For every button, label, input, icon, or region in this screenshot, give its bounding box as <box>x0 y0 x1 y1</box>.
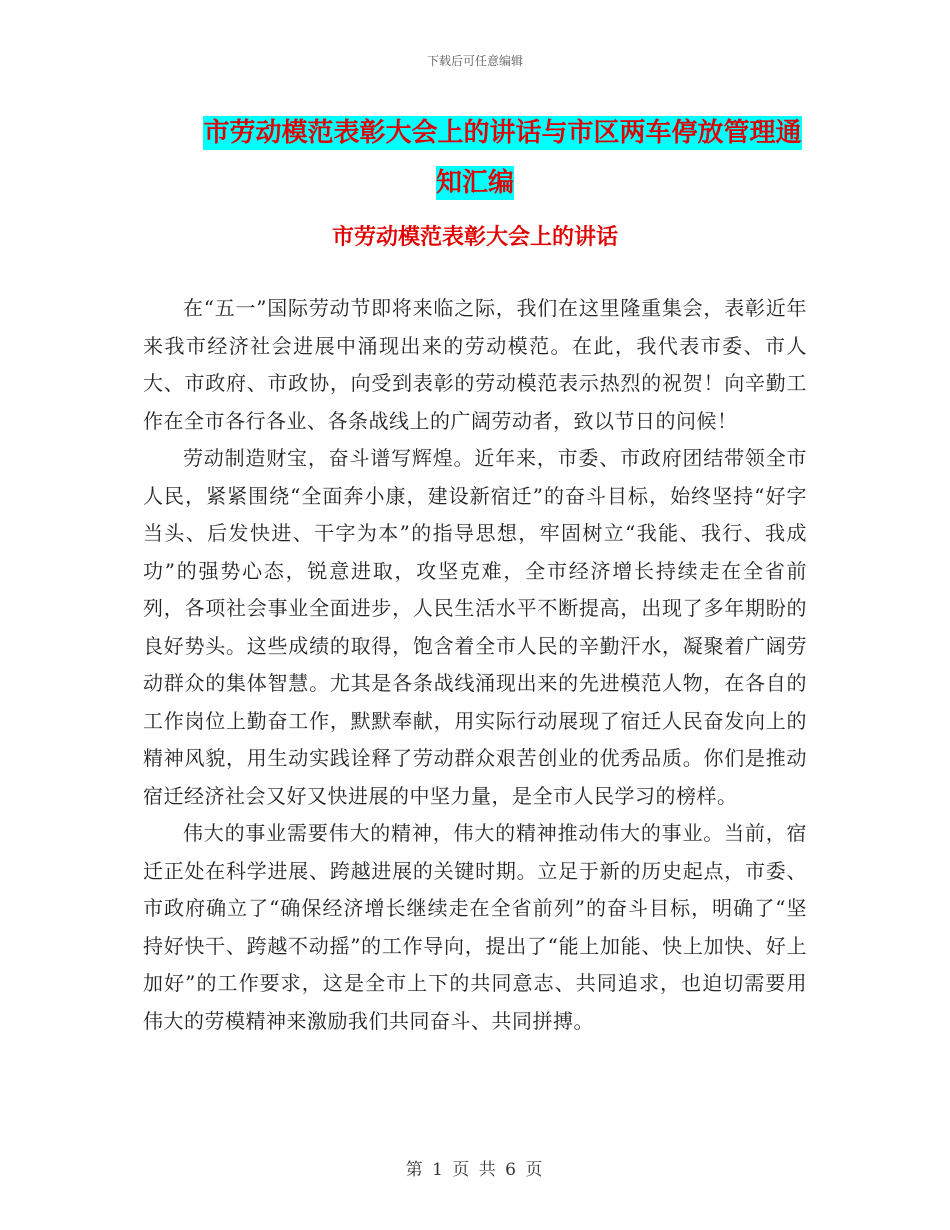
page-number: 第 1 页 共 6 页 <box>405 1160 545 1180</box>
section-title: 市劳动模范表彰大会上的讲话 <box>331 224 618 250</box>
document-title <box>140 108 810 208</box>
header-note: 下载后可任意编辑 <box>426 54 523 68</box>
paragraph-1: 在“五一”国际劳动节即将来临之际，我们在这里隆重集会，表彰近年来我市经济社会进展中涌现出来的劳动模范。在此，我代表市委、市人大、市政府、市政协，向受到表彰的劳动模范表示热烈的祝贺！向辛勤工作在全市各行各业、各条战线上的广阔劳动者，致以节日的问候！ <box>143 296 807 433</box>
paragraph-3: 伟大的事业需要伟大的精神，伟大的精神推动伟大的事业。当前，宿迁正处在科学进展、跨越进展的关键时期。立足于新的历史起点，市委、市政府确立了“确保经济增长继续走在全省前列”的奋斗目标，明确了“坚持好快干、跨越不动摇”的工作导向，提出了“能上加能、快上加快、好上加好”的工作要求，这是全市上下的共同意志、共同追求，也迫切需要用伟大的劳模精神来激励我们共同奋斗、共同拼搏。 <box>143 821 807 1033</box>
paragraph-2: 劳动制造财宝，奋斗谱写辉煌。近年来，市委、市政府团结带领全市人民，紧紧围绕“全面奔小康，建设新宿迁”的奋斗目标，始终坚持“好字当头、后发快进、干字为本”的指导思想，牢固树立“我能、我行、我成功”的强势心态，锐意进取，攻坚克难，全市经济增长持续走在全省前列，各项社会事业全面进步，人民生活水平不断提高，出现了多年期盼的良好势头。这些成绩的取得，饱含着全市人民的辛勤汗水，凝聚着广阔劳动群众的集体智慧。尤其是各条战线涌现出来的先进模范人物，在各自的工作岗位上勤奋工作，默默奉献，用实际行动展现了宿迁人民奋发向上的精神风貌，用生动实践诠释了劳动群众艰苦创业的优秀品质。你们是推动宿迁经济社会又好又快进展的中坚力量，是全市人民学习的榜样。 <box>143 446 807 808</box>
title-line-2: 知汇编 <box>435 168 514 198</box>
document-body <box>143 290 807 1040</box>
title-line-1: 市劳动模范表彰大会上的讲话与市区两车停放管理通 <box>203 118 802 148</box>
